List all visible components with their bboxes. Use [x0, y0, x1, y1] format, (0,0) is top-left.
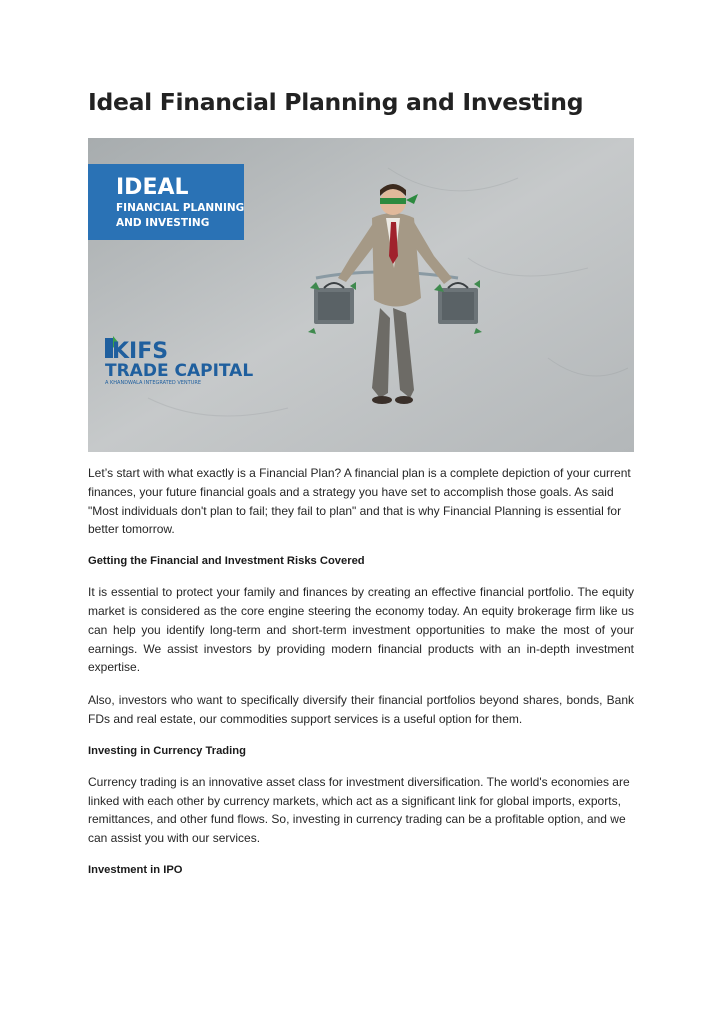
- section-heading-currency: Investing in Currency Trading: [88, 744, 246, 757]
- risks-paragraph: It is essential to protect your family and finances by creating an effective financial portfolio. The equity market is considered as the core engine steering the economy today. An equity brokerage firm like us can help you identify long-term and short-term investment opportunities to make the most of your earnings. We assist investors by providing modern financial products with an in-depth investment expertise.: [88, 585, 634, 675]
- banner-line-1: IDEAL: [116, 175, 189, 200]
- intro-paragraph: Let’s start with what exactly is a Financial Plan? A financial plan is a complete depiction of your current finances, your future financial goals and a strategy you have set to accomplish those goals. As said "Most individuals don't plan to fail; they fail to plan" and that is why Financial Planning is essential for better tomorrow.: [88, 466, 631, 537]
- brand-tagline: A KHANDWALA INTEGRATED VENTURE: [105, 380, 201, 386]
- brand-bottom: TRADE CAPITAL: [105, 361, 254, 381]
- diversify-paragraph: Also, investors who want to specifically diversify their financial portfolios beyond shares, bonds, Bank FDs and real estate, our commodities support services is a useful option for them.: [88, 693, 634, 726]
- currency-paragraph: Currency trading is an innovative asset class for investment diversification. The world's economies are linked with each other by currency markets, which act as a significant link for global imports, exports, remittances, and other fund flows. So, investing in currency trading can be a profitable option, and we can assist you with our services.: [88, 774, 630, 846]
- brand-top: KIFS: [112, 339, 169, 364]
- section-heading-ipo: Investment in IPO: [88, 863, 183, 876]
- section-heading-risks: Getting the Financial and Investment Risks Covered: [88, 555, 365, 568]
- banner-line-2: FINANCIAL PLANNING: [116, 202, 245, 214]
- banner-line-3: AND INVESTING: [116, 217, 210, 229]
- hero-image: [88, 138, 634, 452]
- article-body: [88, 464, 634, 892]
- page-title: Ideal Financial Planning and Investing: [88, 88, 584, 116]
- title-banner: [88, 164, 244, 240]
